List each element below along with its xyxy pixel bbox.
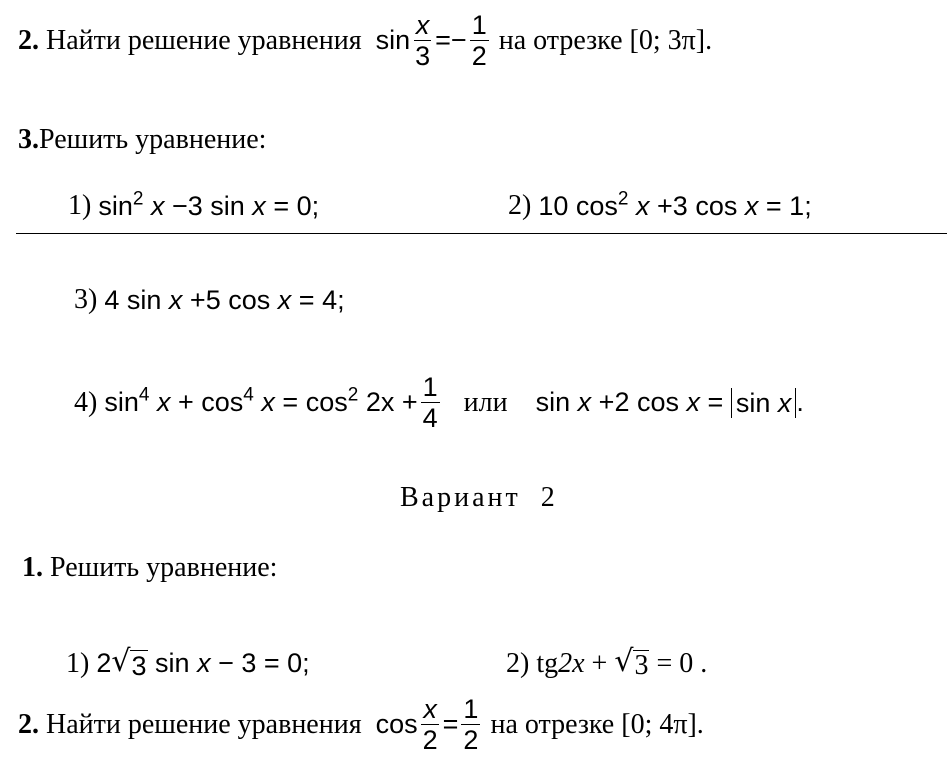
task-text: Найти решение уравнения bbox=[46, 708, 362, 740]
v2-equation-1: 1) 2 √ 3 sin x − 3 = 0; bbox=[66, 644, 310, 681]
task-number: 1. bbox=[22, 552, 43, 583]
v2-equation-2: 2) tg 2x + √ 3 = 0 . bbox=[506, 644, 708, 681]
v2-task1-heading bbox=[22, 552, 277, 584]
v1-task2: 2. Найти решение уравнения sin $\frac{x}{3}$ = − $\frac{1}{2}$ на отрезке [0; 3π]. bbox=[18, 10, 713, 71]
interval-text: на отрезке [0; 3π]. bbox=[498, 24, 713, 56]
fraction-one-half: $\frac{1}{2}$ bbox=[471, 10, 487, 71]
interval-text: на отрезке [0; 4π]. bbox=[490, 708, 704, 740]
sqrt-3: √ 3 bbox=[614, 644, 649, 681]
task-number: 2. bbox=[18, 24, 39, 56]
equation-2: 2) 10 $\cos^2 x +3$ cos x = 1; bbox=[508, 188, 812, 221]
separator-line bbox=[16, 233, 947, 234]
equation-3: 3) 4 sin x +5 cos x = 4; bbox=[74, 284, 345, 315]
task-text: Найти решение уравнения bbox=[46, 24, 362, 56]
task-text: Решить уравнение: bbox=[39, 124, 267, 155]
v1-task3-heading bbox=[18, 124, 266, 156]
task-number: 3. bbox=[18, 124, 39, 155]
func: sin bbox=[375, 25, 411, 55]
absolute-value: sin x bbox=[731, 388, 797, 418]
variant-title: Вариант 2 bbox=[400, 482, 558, 513]
fraction-x-over-3: $\frac{x}{3}$ bbox=[415, 10, 431, 71]
func: cos bbox=[375, 709, 418, 739]
equation-1: 1) $\sin^2 x -3$ sin x = 0; bbox=[68, 188, 320, 221]
task-text: Решить уравнение: bbox=[50, 552, 278, 583]
sqrt-3: √ 3 bbox=[111, 644, 147, 681]
v2-task2: 2. Найти решение уравнения cos $\frac{x}{2}$ = $\frac{1}{2}$ на отрезке [0; 4π]. bbox=[18, 694, 704, 755]
or-word: или bbox=[463, 386, 508, 418]
fraction-one-quarter: $\frac{1}{4}$ bbox=[422, 372, 438, 433]
equation-4: 4) $\sin^4 x + \cos^4 x = \cos^2 2x$ + $\frac{1}{4}$ или sin x +2 cos x = sin x . bbox=[74, 372, 804, 433]
task-number: 2. bbox=[18, 708, 39, 740]
fraction-x-over-2: $\frac{x}{2}$ bbox=[422, 694, 438, 755]
fraction-one-half: $\frac{1}{2}$ bbox=[463, 694, 479, 755]
